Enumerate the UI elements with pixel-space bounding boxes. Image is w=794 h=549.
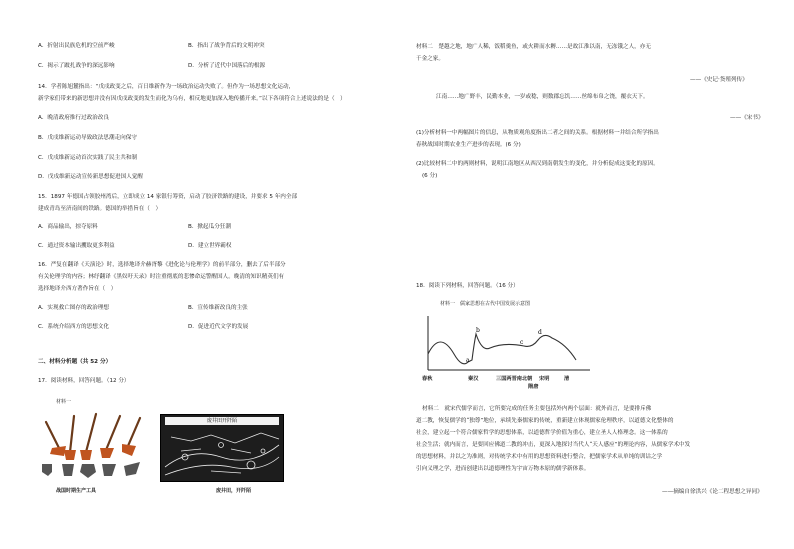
x-sublabel: 隋唐 — [528, 384, 539, 390]
x-tick-0: 春秋 — [422, 376, 433, 382]
well-field-banner: 废井田开阡陌 — [165, 417, 279, 425]
point-label-a: a — [466, 357, 470, 364]
tools-caption: 战国时期生产工具 — [56, 488, 97, 494]
m2b-source: ——摘编自徐洪兴《论二程思想之异同》 — [662, 489, 763, 495]
q16-option-c: C．系统介绍西方的思想文化 — [38, 324, 110, 330]
q14-stem-line1: 14．学者陈旭麓指出：“戊戌政变之后，百日维新作为一场政治运动失败了。但作为一场思想文化运动， — [38, 84, 295, 90]
q17-2-line2: (6 分) — [422, 173, 438, 179]
m2b-line5: 的思想材料，并以之为准则，对传统学术中有用的思想资料进行整合，把儒家学术从单纯的训诂之学 — [416, 454, 663, 460]
material1-label: 材料一 — [56, 399, 72, 405]
m2-line1: 材料二 楚越之地，地广人稀，饭稻羹鱼，或火耕而水耨……是故江淮以南，无冻饿之人，亦无 — [416, 44, 651, 50]
q15-option-b: B．掀起瓜分狂潮 — [188, 224, 231, 230]
q13-option-c: C．揭示了跛扎战争的深远影响 — [38, 63, 115, 69]
confucianism-curve-chart — [420, 310, 600, 390]
q16-stem-line3: 选择地译介西方著作旨在（ ） — [38, 286, 117, 292]
m2b-line6: 引向义理之学，进而创建出以道德理性为宇宙万物本原的儒学新体系。 — [416, 466, 590, 472]
well-field-caption: 废井田，开阡陌 — [216, 488, 252, 494]
point-label-c: c — [520, 339, 524, 346]
q15-option-a: A．商品输出，掠夺原料 — [38, 224, 98, 230]
point-label-d: d — [538, 329, 542, 336]
q17-1-line2: 春秋战国时期农业生产进步的表现。(6 分) — [416, 142, 521, 148]
q15-option-d: D．建立世界霸权 — [188, 243, 232, 249]
q17-title: 17．阅读材料，回答问题。（12 分） — [38, 378, 130, 384]
q17-1-line1: (1)分析材料一中两幅图片的信息，从物质观角度指出二者之间的关系。根据材料一并结合所学指出 — [416, 130, 659, 136]
q16-option-d: D．促进近代文学的发展 — [188, 324, 249, 330]
m2-line2: 千金之家。 — [416, 56, 444, 62]
point-label-b: b — [476, 327, 480, 334]
x-tick-3: 宋明 — [539, 376, 550, 382]
q13-option-d: D．分析了近代中国落后的根源 — [188, 63, 266, 69]
q17-2-line1: (2)比较材料二中的两则材料，说明江南地区从西汉到南朝发生的变化，并分析促成这变化的原因。 — [416, 161, 659, 167]
m2-line3: 江南……地广野丰，民勤本业，一岁或稔，则数郡忘饥……丝绵布帛之饶，覆衣天下。 — [436, 94, 649, 100]
section-heading: 二、材料分析题（共 52 分） — [38, 359, 112, 365]
m2b-line3: 社会，建立起一个符合儒家哲学的思想体系，以道德哲学价值为重心，建立圣人人格理念。这一体系的 — [416, 430, 668, 436]
q14-option-b: B．戊戌维新运动导致政法思潮走向保守 — [38, 135, 137, 141]
q15-option-c: C．通过资本输出攫取更多利益 — [38, 243, 115, 249]
q16-option-b: B．宣传维新改良的主张 — [188, 305, 248, 311]
x-tick-4: 清 — [564, 376, 570, 382]
q15-stem-line1: 15．1897 年德国占领胶州湾后，立即成立 14 家银行筹资，启动了胶济铁路的建设，并要求 5 年内全部 — [38, 194, 298, 200]
q13-option-a: A．折射出民族危机的空前严峻 — [38, 43, 115, 49]
m2b-line2: 道二教，恢复儒学的“独尊”地位，承续先秦儒家的传统，重新建立体现儒家伦理秩序，以道德文化整体的 — [416, 418, 674, 424]
warring-states-tools-image — [40, 410, 148, 480]
q16-stem-line2: 有关伦理学的内容；林纾翻译《黑奴吁天录》时注重彻底的悲惨命运警醒国人。晚清的知识精英们有 — [38, 274, 285, 280]
m2b-line4: 社会生活；就内而言，是要回应佛道二教的冲击，更深入地探讨当代人“天人感应”的理论内容，从儒家学术中发 — [416, 442, 691, 448]
q16-option-a: A．实现救亡图存的政治理想 — [38, 305, 109, 311]
x-tick-1: 秦汉 — [468, 376, 479, 382]
q18-title: 18．阅读下列材料，回答问题。（16 分） — [416, 283, 519, 289]
x-tick-2: 三国两晋南北朝 — [496, 376, 533, 382]
confucianism-curve — [428, 334, 576, 364]
q13-option-b: B．指出了战争背后的文明冲突 — [188, 43, 265, 49]
m2-source1: ——《史记·货殖列传》 — [690, 77, 748, 83]
q16-stem-line1: 16．严复在翻译《天演论》时，选择地译介赫胥黎《进化论与伦理学》的前半部分，删去了后半部分 — [38, 262, 286, 268]
q14-option-d: D．戊戌维新运动宣传新思想促进国人觉醒 — [38, 174, 143, 180]
q14-stem-line2: 新学家们带来的新思想并没有因戊戌政变的发生而化为乌有，相反地更加深入地传播开来。”以下各项符合上述说法的是（ ） — [38, 96, 346, 102]
m2b-line1: 材料二 就宋代儒学而言，它所要完成的任务主要包括外内两个层面：就外而言，是要排斥佛 — [422, 406, 652, 412]
q14-option-c: C．戊戌维新运动首次实践了民主共和制 — [38, 155, 138, 161]
well-field-image — [160, 414, 284, 482]
m2-source2: ——《宋书》 — [730, 115, 764, 121]
q15-stem-line2: 建成青岛至济南间的铁路。德国的举措旨在（ ） — [38, 206, 162, 212]
q14-option-a: A．晚清政府推行过政治改良 — [38, 115, 109, 121]
chart-caption: 材料一 儒家思想在古代中国发展示意图 — [440, 301, 531, 307]
